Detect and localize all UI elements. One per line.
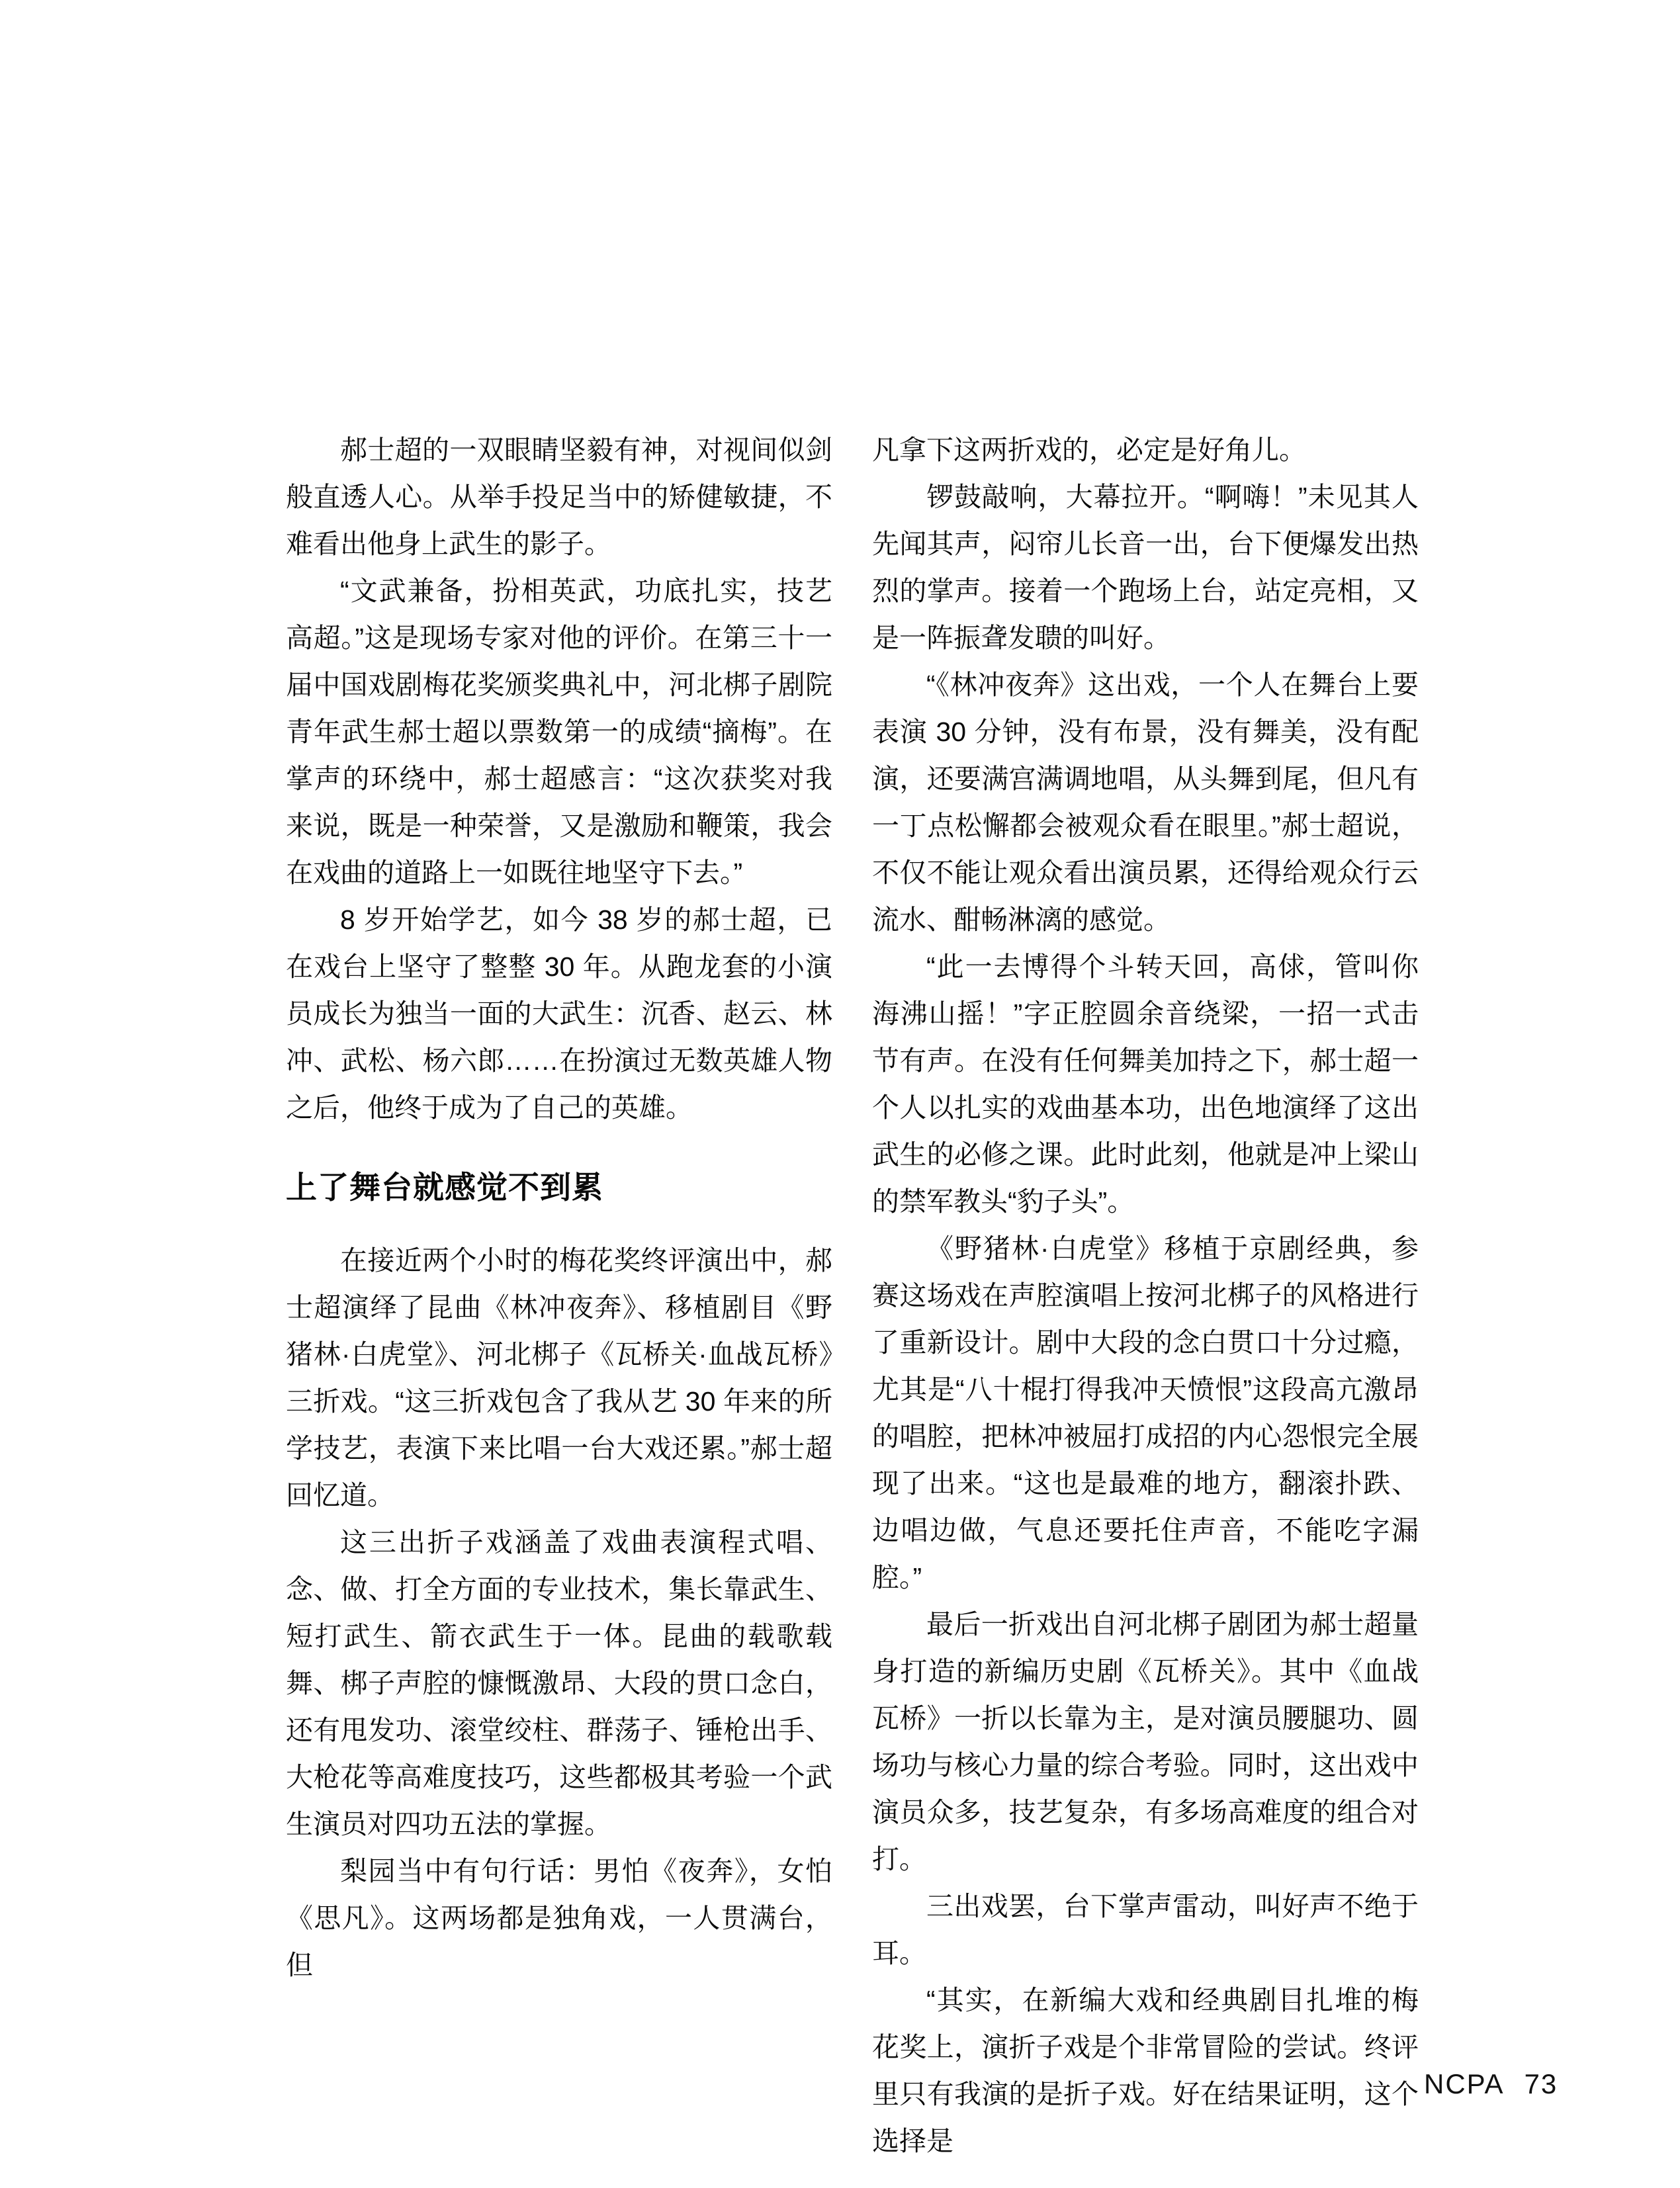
paragraph: 这三出折子戏涵盖了戏曲表演程式唱、念、做、打全方面的专业技术，集长靠武生、短打武生、箭衣武生于一体。昆曲的载歌载舞、梆子声腔的慷慨激昂、大段的贯口念白，还有甩发功、滚堂绞柱、群荡子、锤枪出手、大枪花等高难度技巧，这些都极其考验一个武生演员对四功五法的掌握。	[286, 1527, 832, 1839]
paragraph: 《野猪林·白虎堂》移植于京剧经典，参赛这场戏在声腔演唱上按河北梆子的风格进行了重新设计。剧中大段的念白贯口十分过瘾，尤其是“八十棍打得我冲天愤恨”这段高亢激昂的唱腔，把林冲被屈打成招的内心怨恨完全展现了出来。“这也是最难的地方，翻滚扑跌、边唱边做，气息还要托住声音，不能吃字漏腔。”	[872, 1233, 1419, 1593]
paragraph: “《林冲夜奔》这出戏，一个人在舞台上要表演 30 分钟，没有布景，没有舞美，没有配演，还要满宫满调地唱，从头舞到尾，但凡有一丁点松懈都会被观众看在眼里。”郝士超说，不仅不能让观众看出演员累，还得给观众行云流水、酣畅淋漓的感觉。	[872, 670, 1419, 935]
paragraph: 最后一折戏出自河北梆子剧团为郝士超量身打造的新编历史剧《瓦桥关》。其中《血战瓦桥》一折以长靠为主，是对演员腰腿功、圆场功与核心力量的综合考验。同时，这出戏中演员众多，技艺复杂，有多场高难度的组合对打。	[872, 1609, 1419, 1874]
paragraph: 三出戏罢，台下掌声雷动，叫好声不绝于耳。	[872, 1891, 1419, 1968]
paragraph: “文武兼备，扮相英武，功底扎实，技艺高超。”这是现场专家对他的评价。在第三十一届中国戏剧梅花奖颁奖典礼中，河北梆子剧院青年武生郝士超以票数第一的成绩“摘梅”。在掌声的环绕中，郝士超感言：“这次获奖对我来说，既是一种荣誉，又是激励和鞭策，我会在戏曲的道路上一如既往地坚守下去。”	[286, 576, 832, 888]
paragraph: 郝士超的一双眼睛坚毅有神，对视间似剑般直透人心。从举手投足当中的矫健敏捷，不难看出他身上武生的影子。	[286, 435, 832, 559]
paragraph: “此一去博得个斗转天回，高俅，管叫你海沸山摇！”字正腔圆余音绕梁，一招一式击节有声。在没有任何舞美加持之下，郝士超一个人以扎实的戏曲基本功，出色地演绎了这出武生的必修之课。此时此刻，他就是冲上梁山的禁军教头“豹子头”。	[872, 951, 1419, 1217]
paragraph: 锣鼓敲响，大幕拉开。“啊嗨！”未见其人先闻其声，闷帘儿长音一出，台下便爆发出热烈的掌声。接着一个跑场上台，站定亮相，又是一阵振聋发聩的叫好。	[872, 482, 1419, 653]
paragraph: 在接近两个小时的梅花奖终评演出中，郝士超演绎了昆曲《林冲夜奔》、移植剧目《野猪林·白虎堂》、河北梆子《瓦桥关·血战瓦桥》三折戏。“这三折戏包含了我从艺 30 年来的所学技艺，表演下来比唱一台大戏还累。”郝士超回忆道。	[286, 1245, 832, 1510]
section-heading: 上了舞台就感觉不到累	[286, 1170, 603, 1205]
page-footer	[1424, 2068, 1558, 2100]
right-column	[872, 427, 1419, 2165]
paragraph: 梨园当中有句行话：男怕《夜奔》，女怕《思凡》。这两场都是独角戏，一人贯满台，但	[286, 1856, 832, 1980]
left-column	[286, 427, 832, 2165]
paragraph: 8 岁开始学艺，如今 38 岁的郝士超，已在戏台上坚守了整整 30 年。从跑龙套的小演员成长为独当一面的大武生：沉香、赵云、林冲、武松、杨六郎……在扮演过无数英雄人物之后，他终于成为了自己的英雄。	[286, 904, 832, 1123]
page-number: 73	[1524, 2068, 1558, 2099]
paragraph: “其实，在新编大戏和经典剧目扎堆的梅花奖上，演折子戏是个非常冒险的尝试。终评里只有我演的是折子戏。好在结果证明，这个选择是	[872, 1985, 1419, 2156]
paragraph-continuation: 凡拿下这两折戏的，必定是好角儿。	[872, 435, 1306, 465]
brand-label: NCPA	[1424, 2068, 1505, 2099]
article-body	[286, 427, 1419, 2165]
